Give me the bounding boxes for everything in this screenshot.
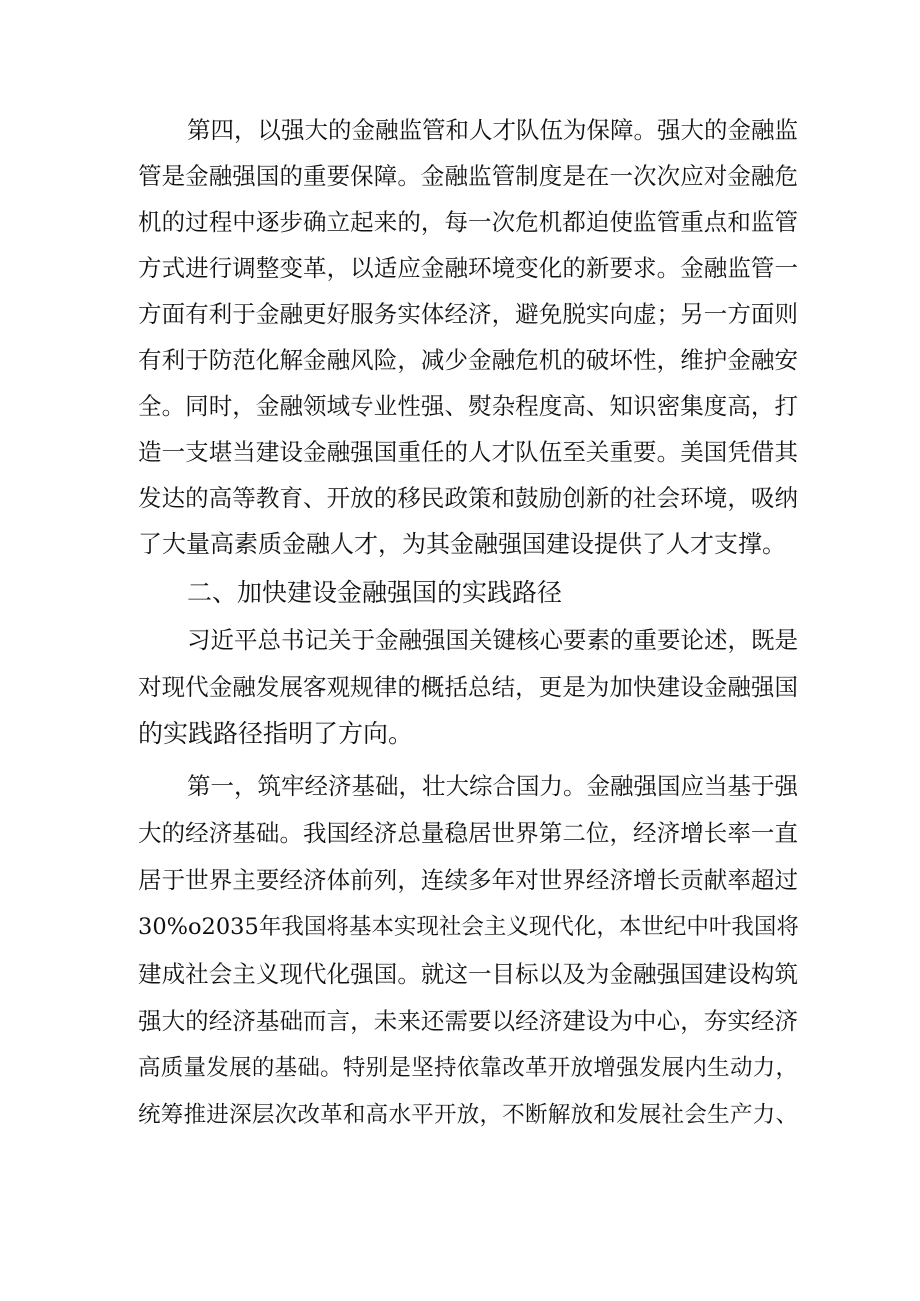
paragraph-4-line: 30%o2035年我国将基本实现社会主义现代化，本世纪中叶我国将 (138, 914, 799, 940)
paragraph-4-line: 强大的经济基础而言，未来还需要以经济建设为中心，夯实经济 (138, 1007, 798, 1035)
paragraph-4-line: 建成社会主义现代化强国。就这一目标以及为金融强国建设构筑 (138, 960, 798, 988)
paragraph-4-line: 统筹推进深层次改革和高水平开放，不断解放和发展社会生产力、 (138, 1102, 798, 1128)
paragraph-1-line: 造一支堪当建设金融强国重任的人才队伍至关重要。美国凭借其 (138, 438, 798, 466)
section-heading: 二、加快建设金融强国的实践路径 (187, 578, 563, 607)
paragraph-4-line: 高质量发展的基础。特别是坚持依靠改革开放增强发展内生动力， (138, 1055, 798, 1081)
paragraph-4-line: 居于世界主要经济体前列，连续多年对世界经济增长贡献率超过 (138, 866, 798, 894)
paragraph-1-line: 方式进行调整变革，以适应金融环境变化的新要求。金融监管一 (138, 254, 798, 282)
paragraph-1-line: 全。同时，金融领域专业性强、熨杂程度高、知识密集度高，打 (138, 392, 798, 420)
paragraph-1-line: 方面有利于金融更好服务实体经济，避免脱实向虚；另一方面则 (138, 300, 798, 328)
paragraph-3-line: 的实践路径指明了方向。 (138, 719, 414, 748)
paragraph-1-line: 发达的高等教育、开放的移民政策和鼓励创新的社会环境，吸纳 (138, 484, 798, 512)
paragraph-1-line: 第四，以强大的金融监管和人才队伍为保障。强大的金融监 (187, 116, 798, 144)
paragraph-1-line: 管是金融强国的重要保障。金融监管制度是在一次次应对金融危 (138, 162, 798, 190)
paragraph-1-line: 有利于防范化解金融风险，减少金融危机的破坏性，维护金融安 (138, 346, 798, 374)
paragraph-3-line: 对现代金融发展客观规律的概括总结，更是为加快建设金融强国 (138, 673, 798, 701)
paragraph-1-line: 了大量高素质金融人才，为其金融强国建设提供了人才支撑。 (138, 530, 786, 558)
paragraph-4-line: 第一，筑牢经济基础，壮大综合国力。金融强国应当基于强 (187, 772, 798, 800)
paragraph-1-line: 机的过程中逐步确立起来的，每一次危机都迫使监管重点和监管 (138, 208, 798, 236)
paragraph-3-line: 习近平总书记关于金融强国关键核心要素的重要论述，既是 (187, 626, 798, 654)
paragraph-4-line: 大的经济基础。我国经济总量稳居世界第二位，经济增长率一直 (138, 819, 798, 847)
